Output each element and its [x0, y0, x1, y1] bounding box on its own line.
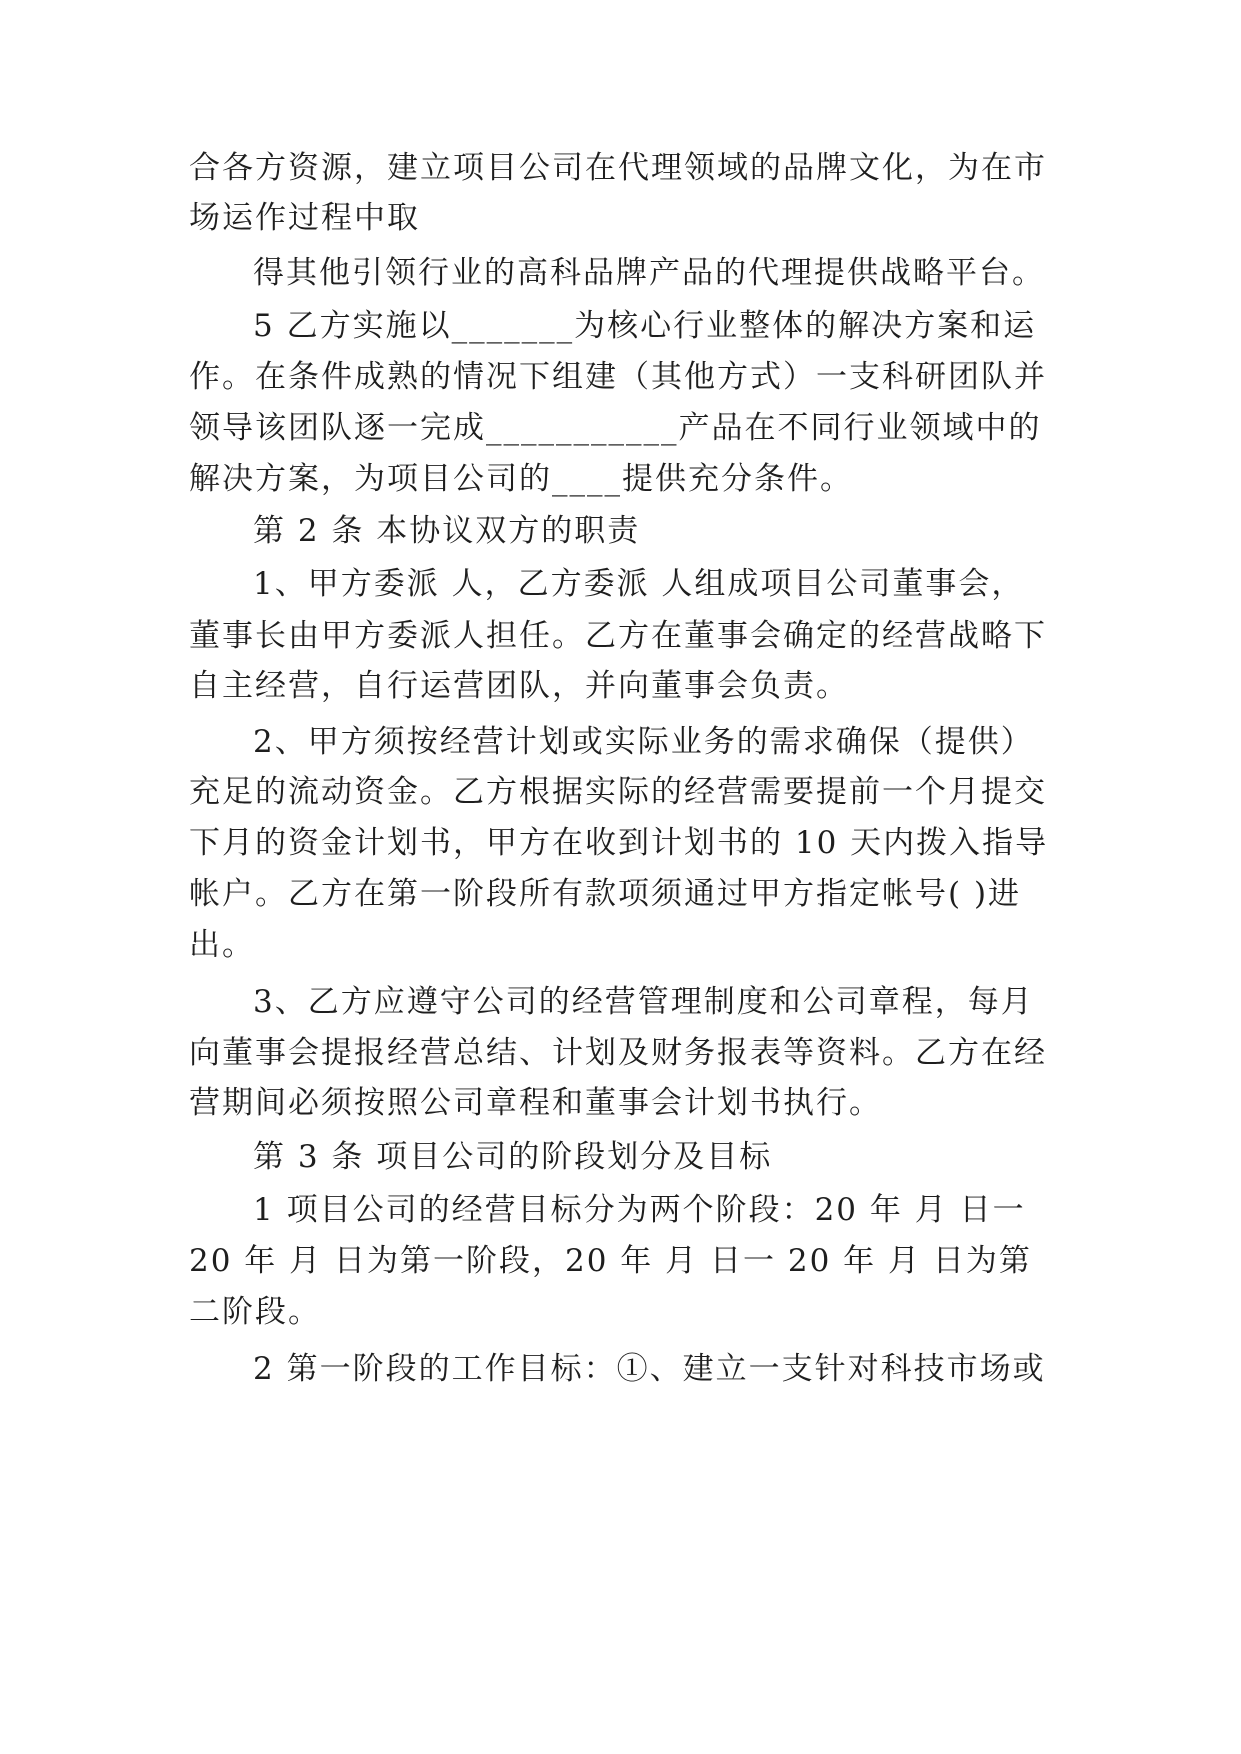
text-line: 3、乙方应遵守公司的经营管理制度和公司章程，每月 — [253, 984, 1034, 1020]
text-line: 20 年 月 日为第一阶段，20 年 月 日一 20 年 月 日为第 — [189, 1243, 1032, 1279]
section-heading: 第 2 条 本协议双方的职责 — [253, 513, 641, 549]
text-line: 领导该团队逐一完成___________产品在不同行业领域中的 — [189, 410, 1042, 446]
text-line: 营期间必须按照公司章程和董事会计划书执行。 — [189, 1085, 882, 1121]
text-line: 得其他引领行业的高科品牌产品的代理提供战略平台。 — [253, 255, 1045, 291]
text-line: 自主经营，自行运营团队，并向董事会负责。 — [189, 668, 849, 704]
text-line: 充足的流动资金。乙方根据实际的经营需要提前一个月提交 — [189, 774, 1047, 810]
section-heading: 第 3 条 项目公司的阶段划分及目标 — [253, 1139, 773, 1175]
text-line: 解决方案，为项目公司的____提供充分条件。 — [189, 461, 853, 497]
text-line: 1、甲方委派 人，乙方委派 人组成项目公司董事会， — [253, 566, 1025, 602]
text-line: 1 项目公司的经营目标分为两个阶段：20 年 月 日一 — [253, 1192, 1026, 1228]
text-line: 向董事会提报经营总结、计划及财务报表等资料。乙方在经 — [189, 1035, 1047, 1071]
text-line: 出。 — [189, 927, 255, 963]
text-line: 作。在条件成熟的情况下组建（其他方式）一支科研团队并 — [189, 359, 1047, 395]
text-line: 下月的资金计划书，甲方在收到计划书的 10 天内拨入指导 — [189, 825, 1049, 861]
text-line: 合各方资源，建立项目公司在代理领域的品牌文化，为在市 — [189, 150, 1047, 186]
text-line: 场运作过程中取 — [189, 200, 420, 236]
text-line: 帐户。乙方在第一阶段所有款项须通过甲方指定帐号( )进 — [189, 876, 1022, 912]
text-line: 5 乙方实施以_______为核心行业整体的解决方案和运 — [253, 308, 1037, 344]
text-line: 董事长由甲方委派人担任。乙方在董事会确定的经营战略下 — [189, 618, 1047, 654]
text-line: 2、甲方须按经营计划或实际业务的需求确保（提供） — [253, 724, 1034, 760]
text-line: 二阶段。 — [189, 1294, 321, 1330]
text-line: 2 第一阶段的工作目标：①、建立一支针对科技市场或 — [253, 1351, 1046, 1387]
